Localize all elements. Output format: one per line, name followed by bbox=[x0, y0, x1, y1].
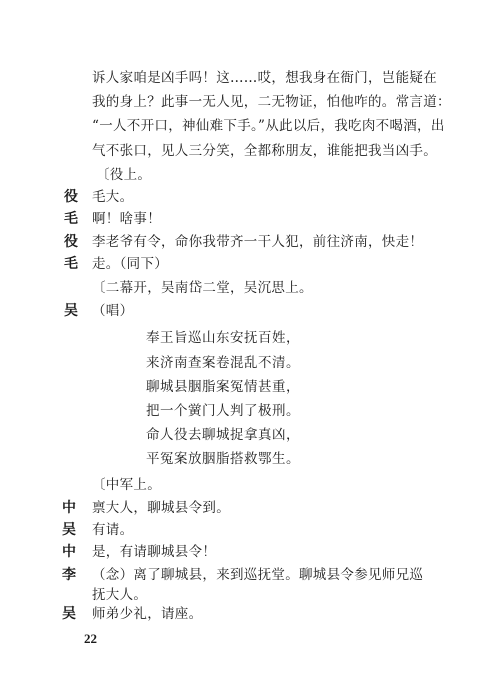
dialogue-line: 走。（同下） bbox=[92, 256, 169, 272]
stage-direction-zhongjun-enter: 〔中军上。 bbox=[92, 477, 161, 494]
stage-direction-scene-two: 〔二幕开，吴南岱二堂，吴沉思上。 bbox=[92, 280, 313, 297]
speaker-yi: 役 bbox=[64, 233, 78, 250]
speaker-zhong: 中 bbox=[62, 499, 76, 516]
song-line-6: 平冤案放胭脂搭救鄂生。 bbox=[146, 451, 300, 468]
song-line-4: 把一个黉门人判了极刑。 bbox=[146, 402, 300, 419]
dialogue-line: 抚大人。 bbox=[92, 587, 148, 604]
dialogue-line: 师弟少礼，请座。 bbox=[92, 605, 203, 622]
speaker-wu: 吴 bbox=[62, 605, 76, 622]
opening-line-1: 诉人家咱是凶手吗！这……哎，想我身在衙门，岂能疑在 bbox=[92, 70, 437, 86]
dialogue-line: 禀大人，聊城县令到。 bbox=[92, 499, 230, 516]
dialogue-line: 毛大。 bbox=[92, 189, 134, 206]
page-number: 22 bbox=[84, 631, 97, 646]
dialogue-line: 啊！啥事！ bbox=[92, 211, 161, 228]
opening-line-4: 气不张口，见人三分笑，全都称朋友，谁能把我当凶手。 bbox=[92, 142, 437, 159]
speaker-wu: 吴 bbox=[64, 302, 78, 319]
dialogue-line: 有请。 bbox=[92, 521, 134, 538]
song-line-2: 来济南查案卷混乱不清。 bbox=[146, 354, 300, 371]
song-line-3: 聊城县胭脂案冤情甚重， bbox=[146, 378, 300, 395]
speaker-li: 李 bbox=[62, 566, 76, 583]
speaker-yi: 役 bbox=[64, 189, 78, 206]
stage-direction-yi-enter: 〔役上。 bbox=[96, 166, 152, 183]
song-line-5: 命人役去聊城捉拿真凶， bbox=[146, 427, 300, 444]
speaker-mao: 毛 bbox=[64, 256, 78, 272]
speaker-zhong: 中 bbox=[62, 544, 76, 561]
dialogue-line: （念）离了聊城县，来到巡抚堂。聊城县令参见师兄巡 bbox=[92, 566, 424, 583]
speaker-wu: 吴 bbox=[62, 521, 76, 538]
speaker-mao: 毛 bbox=[64, 211, 78, 228]
dialogue-line: 是，有请聊城县令！ bbox=[92, 544, 217, 561]
opening-line-2: 我的身上？此事一无人见，二无物证，怕他咋的。常言道： bbox=[92, 94, 451, 111]
opening-line-3: “一人不开口，神仙难下手。”从此以后，我吃肉不喝酒，出 bbox=[92, 118, 445, 135]
dialogue-line: 李老爷有令，命你我带齐一干人犯，前往济南，快走！ bbox=[92, 233, 424, 250]
song-line-1: 奉王旨巡山东安抚百姓， bbox=[146, 330, 300, 347]
dialogue-line: （唱） bbox=[92, 302, 134, 319]
